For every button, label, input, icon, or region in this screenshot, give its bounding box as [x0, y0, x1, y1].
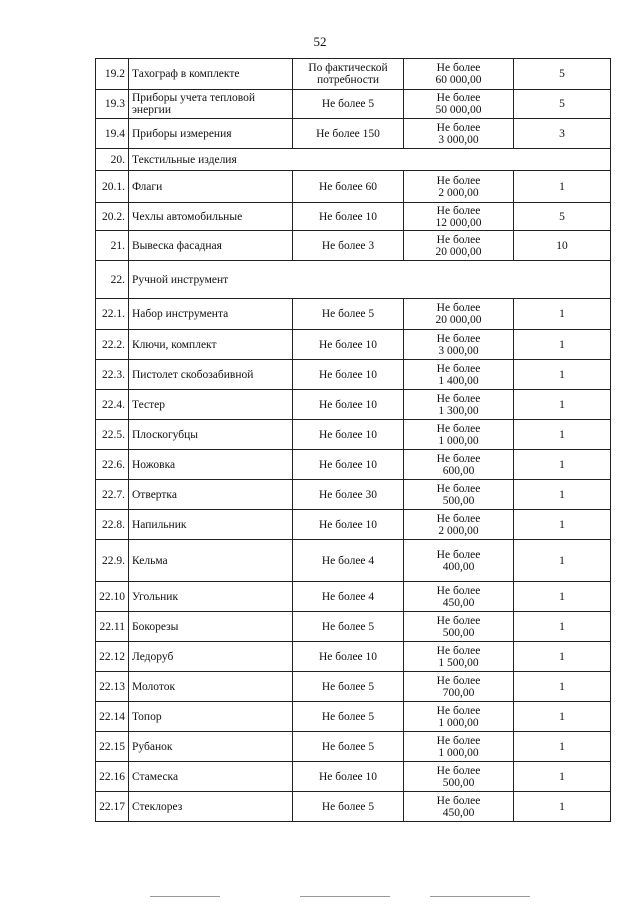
price-value: 3 000,00: [438, 344, 479, 357]
price-prefix: Не более: [436, 92, 481, 104]
item-quantity: Не более 10: [293, 510, 404, 540]
table-row: [96, 582, 611, 612]
price-prefix: Не более: [436, 204, 481, 217]
item-quantity: Не более 10: [293, 330, 404, 360]
item-term: 1: [514, 360, 611, 390]
item-quantity: Не более 5: [293, 732, 404, 762]
table-row: [96, 642, 611, 672]
row-number: 22.7.: [96, 480, 129, 510]
item-quantity: Не более 3: [293, 231, 404, 261]
price-value: 450,00: [442, 596, 475, 609]
row-number: 22.9.: [96, 540, 129, 582]
table-row: [96, 299, 611, 330]
row-number: 22.5.: [96, 420, 129, 450]
item-quantity: Не более 4: [293, 540, 404, 582]
row-number: 19.2: [96, 59, 129, 90]
price-prefix: Не более: [436, 332, 481, 345]
price-value: 700,00: [442, 686, 475, 699]
item-quantity: Не более 10: [293, 450, 404, 480]
item-name: Набор инструмента: [129, 299, 293, 330]
table-row: [96, 510, 611, 540]
row-number: 22.6.: [96, 450, 129, 480]
item-term: 1: [514, 171, 611, 203]
price-prefix: Не более: [436, 362, 481, 375]
table-row: [96, 231, 611, 261]
price-value: 1 000,00: [438, 716, 479, 729]
item-term: 5: [514, 90, 611, 119]
row-number: 22.8.: [96, 510, 129, 540]
item-price: [404, 330, 514, 360]
item-price: [404, 540, 514, 582]
price-prefix: Не более: [436, 614, 481, 627]
item-name: Приборы измерения: [129, 119, 293, 149]
price-value: 600,00: [442, 464, 475, 477]
row-number: 22.15: [96, 732, 129, 762]
price-prefix: Не более: [436, 644, 481, 657]
item-name: Топор: [129, 702, 293, 732]
table-row: [96, 171, 611, 203]
page-number: 52: [313, 34, 327, 49]
item-quantity: Не более 5: [293, 672, 404, 702]
item-term: 5: [514, 59, 611, 90]
table-row: [96, 762, 611, 792]
item-term: 1: [514, 510, 611, 540]
row-number: 22.17: [96, 792, 129, 822]
item-term: 1: [514, 612, 611, 642]
item-quantity: Не более 5: [293, 612, 404, 642]
price-prefix: Не более: [436, 794, 481, 807]
item-quantity: Не более 30: [293, 480, 404, 510]
item-name: Пистолет скобозабивной: [129, 360, 293, 390]
price-value: 3 000,00: [438, 133, 479, 146]
item-price: [404, 612, 514, 642]
table-row: [96, 360, 611, 390]
item-term: 1: [514, 480, 611, 510]
row-number: 21.: [96, 231, 129, 261]
item-name: Бокорезы: [129, 612, 293, 642]
row-number: 20.2.: [96, 203, 129, 231]
price-prefix: Не более: [436, 392, 481, 405]
item-price: [404, 299, 514, 330]
price-value: 500,00: [442, 494, 475, 507]
item-price: [404, 702, 514, 732]
table-row: [96, 702, 611, 732]
item-name: Молоток: [129, 672, 293, 702]
item-name: Плоскогубцы: [129, 420, 293, 450]
table-row: [96, 330, 611, 360]
table-row: [96, 732, 611, 762]
item-term: 1: [514, 732, 611, 762]
table-row: [96, 390, 611, 420]
item-name: Напильник: [129, 510, 293, 540]
item-name: Ледоруб: [129, 642, 293, 672]
price-value: 1 000,00: [438, 746, 479, 759]
item-name: Ключи, комплект: [129, 330, 293, 360]
price-prefix: Не более: [436, 704, 481, 717]
price-prefix: Не более: [436, 482, 481, 495]
price-value: 2 000,00: [438, 186, 479, 199]
item-name: Угольник: [129, 582, 293, 612]
price-value: 1 300,00: [438, 404, 479, 417]
item-name: Стамеска: [129, 762, 293, 792]
item-quantity: Не более 10: [293, 420, 404, 450]
row-number: 20.: [96, 149, 129, 171]
price-value: 450,00: [442, 806, 475, 819]
row-number: 22.11: [96, 612, 129, 642]
table-row: [96, 119, 611, 149]
row-number: 22.10: [96, 582, 129, 612]
item-term: 5: [514, 203, 611, 231]
item-price: [404, 231, 514, 261]
section-row: [96, 261, 611, 299]
specification-table: [95, 58, 611, 822]
item-price: [404, 732, 514, 762]
price-prefix: Не более: [436, 121, 481, 134]
price-prefix: Не более: [436, 302, 481, 314]
item-term: 1: [514, 762, 611, 792]
row-number: 22.13: [96, 672, 129, 702]
specification-table-body: [96, 59, 611, 822]
item-quantity: Не более 10: [293, 762, 404, 792]
item-price: [404, 792, 514, 822]
table-row: [96, 90, 611, 119]
item-quantity: Не более 5: [293, 702, 404, 732]
row-number: 22.14: [96, 702, 129, 732]
item-term: 1: [514, 420, 611, 450]
price-value: 12 000,00: [435, 216, 482, 229]
item-quantity: По фактической потребности: [293, 59, 404, 90]
item-name: Стеклорез: [129, 792, 293, 822]
item-term: 1: [514, 582, 611, 612]
item-term: 10: [514, 231, 611, 261]
footer-rule-left: [150, 896, 220, 897]
price-prefix: Не более: [436, 174, 481, 187]
row-number: 22.3.: [96, 360, 129, 390]
item-name: Рубанок: [129, 732, 293, 762]
item-name: Тестер: [129, 390, 293, 420]
item-quantity: Не более 10: [293, 642, 404, 672]
row-number: 22.4.: [96, 390, 129, 420]
item-price: [404, 480, 514, 510]
section-title: Ручной инструмент: [129, 261, 611, 299]
table-row: [96, 540, 611, 582]
price-prefix: Не более: [436, 734, 481, 747]
item-price: [404, 360, 514, 390]
item-price: [404, 390, 514, 420]
item-term: 1: [514, 299, 611, 330]
price-value: 20 000,00: [435, 245, 482, 258]
price-prefix: Не более: [436, 233, 481, 246]
price-value: 1 500,00: [438, 656, 479, 669]
item-quantity: Не более 60: [293, 171, 404, 203]
table-row: [96, 59, 611, 90]
price-prefix: Не более: [436, 584, 481, 597]
item-price: [404, 450, 514, 480]
row-number: 19.3: [96, 90, 129, 119]
item-term: 1: [514, 540, 611, 582]
table-row: [96, 792, 611, 822]
item-quantity: Не более 5: [293, 90, 404, 119]
item-price: [404, 203, 514, 231]
price-value: 500,00: [442, 626, 475, 639]
footer-rule-right: [430, 896, 530, 897]
price-value: 50 000,00: [435, 104, 482, 116]
row-number: 22.1.: [96, 299, 129, 330]
price-value: 2 000,00: [438, 524, 479, 537]
item-term: 1: [514, 702, 611, 732]
item-term: 1: [514, 672, 611, 702]
item-term: 3: [514, 119, 611, 149]
item-quantity: Не более 4: [293, 582, 404, 612]
item-price: [404, 90, 514, 119]
item-quantity: Не более 10: [293, 390, 404, 420]
item-name: Вывеска фасадная: [129, 231, 293, 261]
item-quantity: Не более 5: [293, 792, 404, 822]
item-price: [404, 762, 514, 792]
item-price: [404, 672, 514, 702]
item-quantity: Не более 10: [293, 360, 404, 390]
price-value: 1 000,00: [438, 434, 479, 447]
row-number: 20.1.: [96, 171, 129, 203]
row-number: 22.: [96, 261, 129, 299]
row-number: 22.12: [96, 642, 129, 672]
price-prefix: Не более: [436, 764, 481, 777]
item-term: 1: [514, 450, 611, 480]
item-name: Кельма: [129, 540, 293, 582]
price-prefix: Не более: [436, 422, 481, 435]
item-quantity: Не более 5: [293, 299, 404, 330]
item-price: [404, 59, 514, 90]
item-price: [404, 420, 514, 450]
table-row: [96, 203, 611, 231]
section-row: [96, 149, 611, 171]
item-term: 1: [514, 390, 611, 420]
price-value: 1 400,00: [438, 374, 479, 387]
item-quantity: Не более 10: [293, 203, 404, 231]
section-title: Текстильные изделия: [129, 149, 611, 171]
item-price: [404, 119, 514, 149]
row-number: 19.4: [96, 119, 129, 149]
price-prefix: Не более: [436, 62, 481, 74]
item-price: [404, 510, 514, 540]
item-name: Тахограф в комплекте: [129, 59, 293, 90]
footer-rule-middle: [300, 896, 390, 897]
price-value: 500,00: [442, 776, 475, 789]
item-name: Чехлы автомобильные: [129, 203, 293, 231]
price-prefix: Не более: [436, 548, 481, 561]
table-row: [96, 672, 611, 702]
price-prefix: Не более: [436, 452, 481, 465]
item-price: [404, 582, 514, 612]
table-row: [96, 450, 611, 480]
price-prefix: Не более: [436, 674, 481, 687]
price-prefix: Не более: [436, 512, 481, 525]
price-value: 60 000,00: [435, 74, 482, 86]
table-row: [96, 612, 611, 642]
item-quantity: Не более 150: [293, 119, 404, 149]
item-price: [404, 171, 514, 203]
item-price: [404, 642, 514, 672]
price-value: 20 000,00: [435, 314, 482, 326]
price-value: 400,00: [442, 560, 475, 573]
item-name: Флаги: [129, 171, 293, 203]
item-name: Ножовка: [129, 450, 293, 480]
table-row: [96, 480, 611, 510]
item-name: Приборы учета тепловой энергии: [129, 90, 293, 119]
item-name: Отвертка: [129, 480, 293, 510]
item-term: 1: [514, 792, 611, 822]
table-row: [96, 420, 611, 450]
row-number: 22.16: [96, 762, 129, 792]
item-term: 1: [514, 642, 611, 672]
item-term: 1: [514, 330, 611, 360]
row-number: 22.2.: [96, 330, 129, 360]
